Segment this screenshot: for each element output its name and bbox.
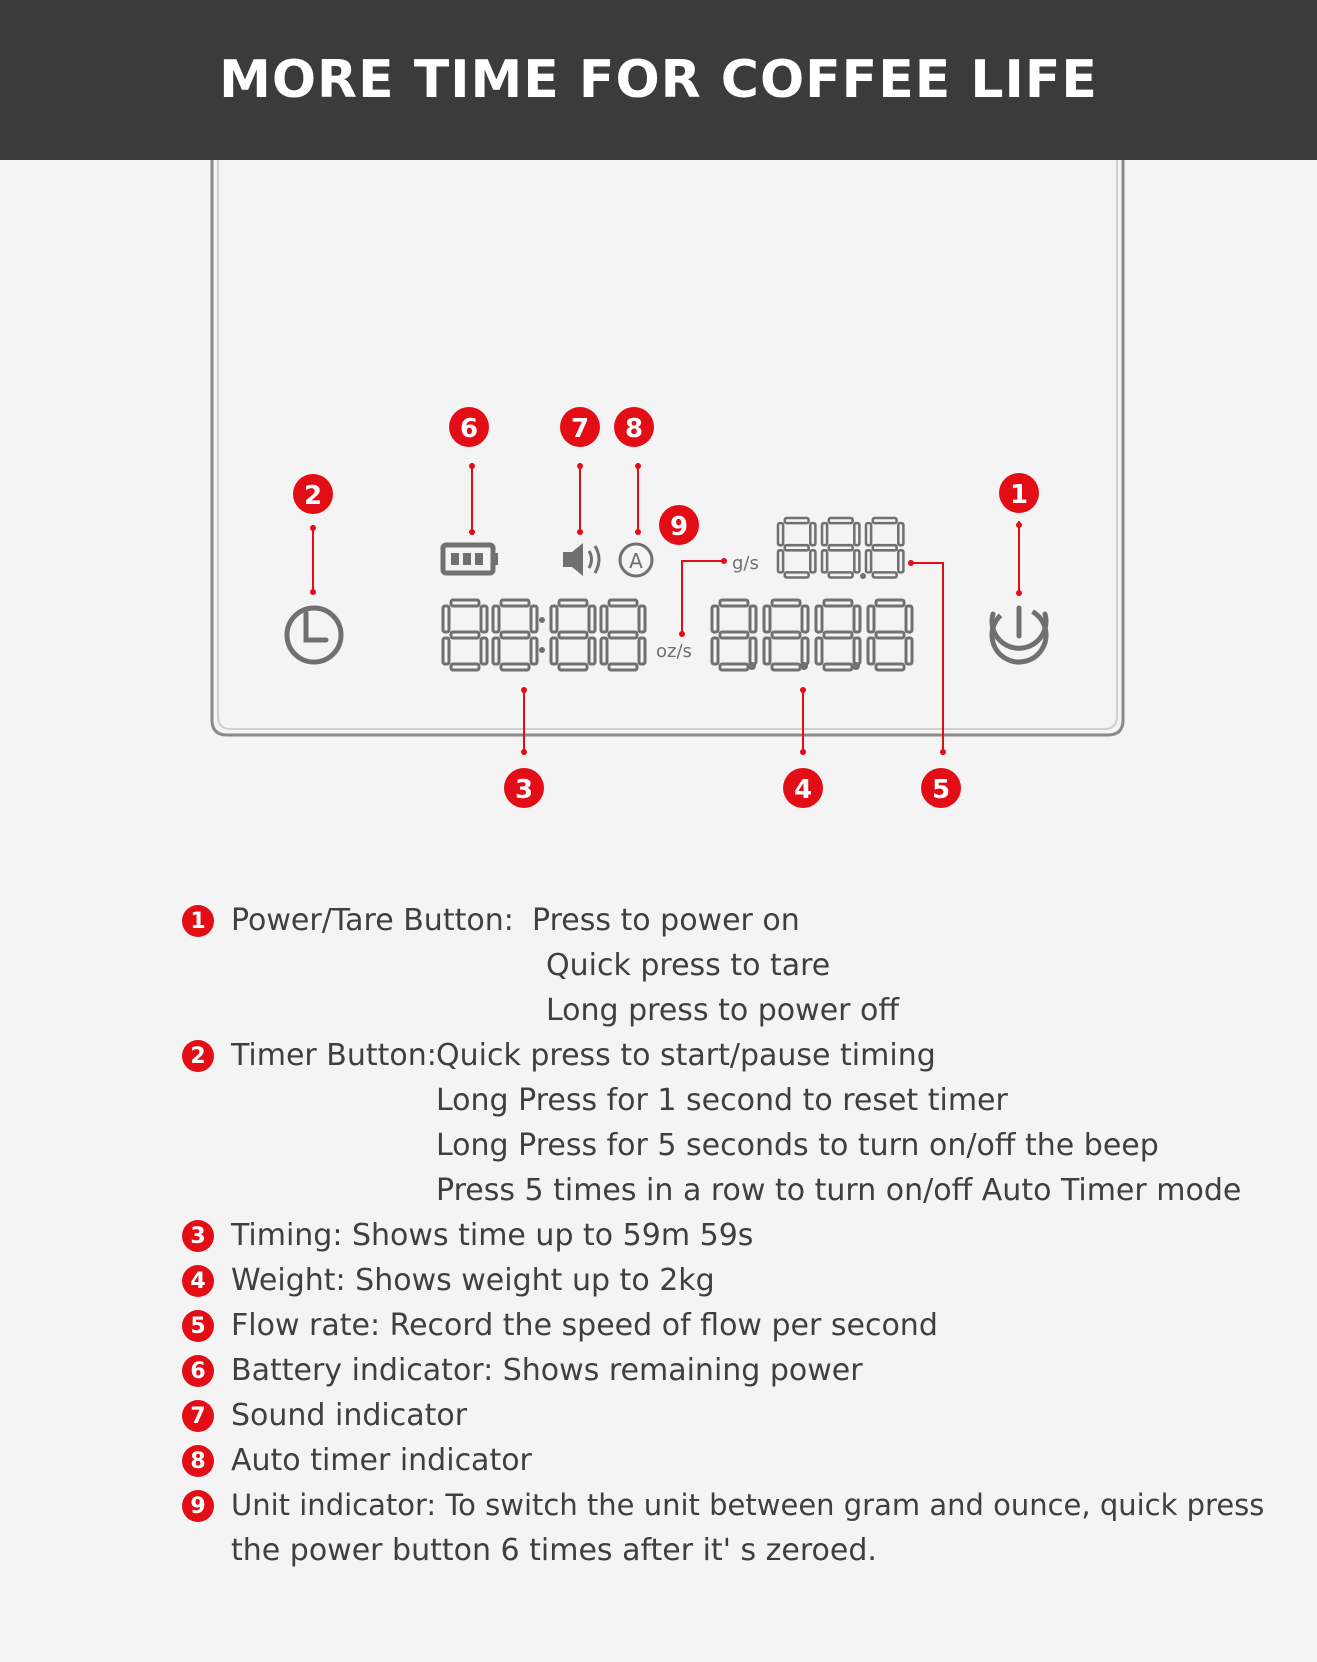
auto-timer-icon [620, 544, 652, 576]
legend-1-label: Power/Tare Button: [231, 903, 514, 938]
legend-2-line-2: Long Press for 1 second to reset timer [436, 1083, 1008, 1118]
legend-badge-2: 2 [182, 1040, 214, 1072]
legend-7-text: Sound indicator [231, 1398, 468, 1433]
legend-8-text: Auto timer indicator [231, 1443, 532, 1478]
callout-4 [783, 768, 823, 808]
svg-text:7: 7 [570, 414, 590, 444]
legend-badge-1: 1 [182, 905, 214, 937]
timer-display [443, 600, 645, 670]
legend-badge-7: 7 [182, 1400, 214, 1432]
legend-2-line-4: Press 5 times in a row to turn on/off Auto Timer mode [436, 1173, 1242, 1208]
legend-4-text: Weight: Shows weight up to 2kg [231, 1263, 715, 1298]
legend-2-line-3: Long Press for 5 seconds to turn on/off the beep [436, 1128, 1159, 1163]
legend-5-text: Flow rate: Record the speed of flow per second [231, 1308, 938, 1343]
clock-icon[interactable] [287, 608, 341, 662]
svg-text:A: A [629, 549, 643, 573]
legend-1-line-3: Long press to power off [546, 993, 900, 1028]
svg-text:1: 1 [1009, 480, 1029, 510]
svg-text:9: 9 [669, 512, 689, 542]
speaker-icon [563, 543, 599, 576]
svg-text:5: 5 [931, 775, 951, 805]
legend-3-text: Timing: Shows time up to 59m 59s [231, 1218, 754, 1253]
legend-badge-6: 6 [182, 1355, 214, 1387]
legend-1-line-2: Quick press to tare [546, 948, 831, 983]
unit-gs-label: g/s [732, 553, 759, 574]
callout-2 [293, 474, 333, 514]
svg-text:6: 6 [459, 414, 479, 444]
legend-9-text-line-2: the power button 6 times after it' s zeroed. [231, 1533, 877, 1568]
legend-badge-4: 4 [182, 1265, 214, 1297]
legend-badge-3: 3 [182, 1220, 214, 1252]
flow-rate-display [778, 518, 903, 578]
svg-text:4: 4 [793, 775, 813, 805]
page-title: MORE TIME FOR COFFEE LIFE [219, 50, 1098, 110]
callout-7 [560, 407, 600, 447]
legend-badge-5: 5 [182, 1310, 214, 1342]
scale-diagram [0, 0, 1317, 820]
callout-6 [449, 407, 489, 447]
callout-5 [921, 768, 961, 808]
svg-text:2: 2 [303, 481, 323, 511]
weight-display [712, 600, 912, 670]
power-icon[interactable] [982, 598, 1056, 672]
callout-1 [999, 473, 1039, 513]
unit-ozs-label: oz/s [656, 641, 692, 662]
legend-2-line-1: Quick press to start/pause timing [436, 1038, 936, 1073]
legend-2-label: Timer Button: [231, 1038, 437, 1073]
legend-9-text: Unit indicator: To switch the unit between gram and ounce, quick press [231, 1488, 1265, 1522]
svg-text:8: 8 [624, 414, 644, 444]
callout-3 [504, 768, 544, 808]
callout-8 [614, 407, 654, 447]
svg-text:3: 3 [514, 775, 534, 805]
legend-1-line-1: Press to power on [532, 903, 800, 938]
legend-6-text: Battery indicator: Shows remaining power [231, 1353, 863, 1388]
legend-badge-8: 8 [182, 1445, 214, 1477]
legend-badge-9: 9 [182, 1490, 214, 1522]
callout-9 [659, 505, 699, 545]
battery-icon [443, 545, 498, 573]
